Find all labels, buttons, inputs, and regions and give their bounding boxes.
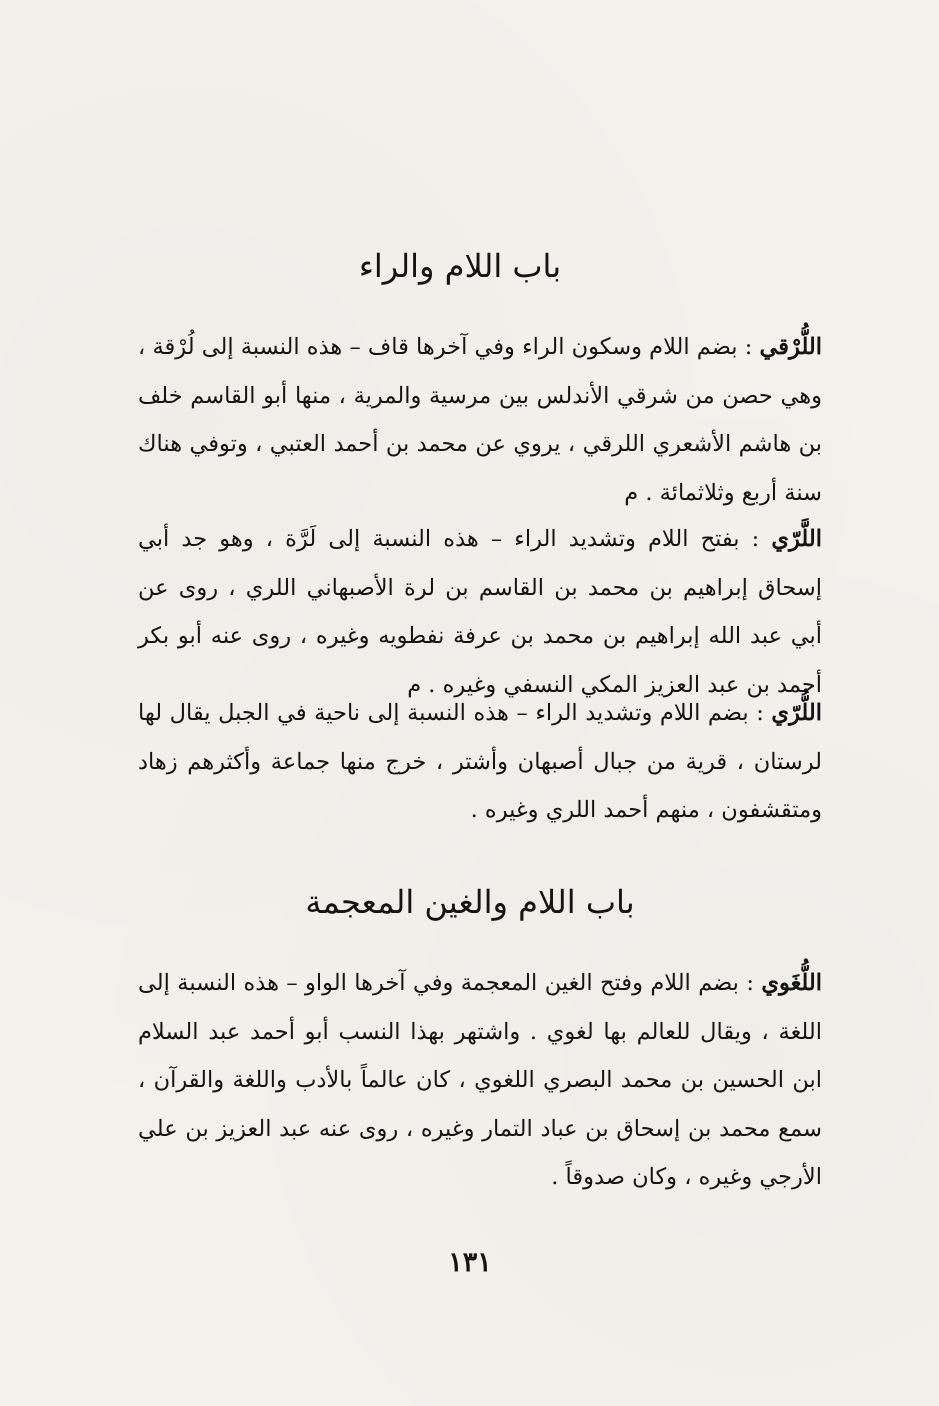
entry-text: : بضم اللام وسكون الراء وفي آخرها قاف – هذه النسبة إلى لُرْقة ، وهي حصن من شرقي الأندلس بين مرسية والمرية ، منها أبو القاسم خلف بن هاشم الأشعري اللرقي ، يروي عن محمد بن أحمد العتبي ، وتوفي هناك سنة أربع وثلاثمائة . م	[138, 334, 822, 506]
entry-paragraph-lurri	[138, 689, 822, 835]
section-heading-lam-ra: باب اللام والراء	[358, 247, 562, 285]
page-number: ١٣١	[448, 1247, 492, 1278]
entry-term: اللُّغَوي	[761, 970, 822, 996]
entry-paragraph-larri	[138, 515, 822, 709]
entry-text: : بضم اللام وتشديد الراء – هذه النسبة إلى ناحية في الجبل يقال لها لرستان ، قرية من جبال أصبهان وأشتر ، خرج منها جماعة وأكثرهم زهاد ومتقشفون ، منهم أحمد اللري وغيره .	[138, 700, 822, 823]
entry-term: اللُّرّي	[771, 700, 822, 726]
section-heading-lam-ghayn: باب اللام والغين المعجمة	[305, 883, 635, 921]
entry-term: اللُّرْقي	[759, 334, 822, 360]
entry-paragraph-lurqi	[138, 323, 822, 517]
entry-paragraph-lughawi	[138, 959, 822, 1202]
entry-term: اللَّرّي	[771, 526, 822, 552]
entry-text: : بفتح اللام وتشديد الراء – هذه النسبة إلى لَرَّة ، وهو جد أبي إسحاق إبراهيم بن محمد بن القاسم بن لرة الأصبهاني اللري ، روى عن أبي عبد الله إبراهيم بن محمد بن عرفة نفطويه وغيره ، روى عنه أبو بكر أحمد بن عبد العزيز المكي النسفي وغيره . م	[138, 526, 822, 698]
entry-text: : بضم اللام وفتح الغين المعجمة وفي آخرها الواو – هذه النسبة إلى اللغة ، ويقال للعالم بها لغوي . واشتهر بهذا النسب أبو أحمد عبد السلام ابن الحسين بن محمد البصري اللغوي ، كان عالماً بالأدب واللغة والقرآن ، سمع محمد بن إسحاق بن عباد التمار وغيره ، روى عنه عبد العزيز بن علي الأرجي وغيره ، وكان صدوقاً .	[138, 970, 822, 1190]
